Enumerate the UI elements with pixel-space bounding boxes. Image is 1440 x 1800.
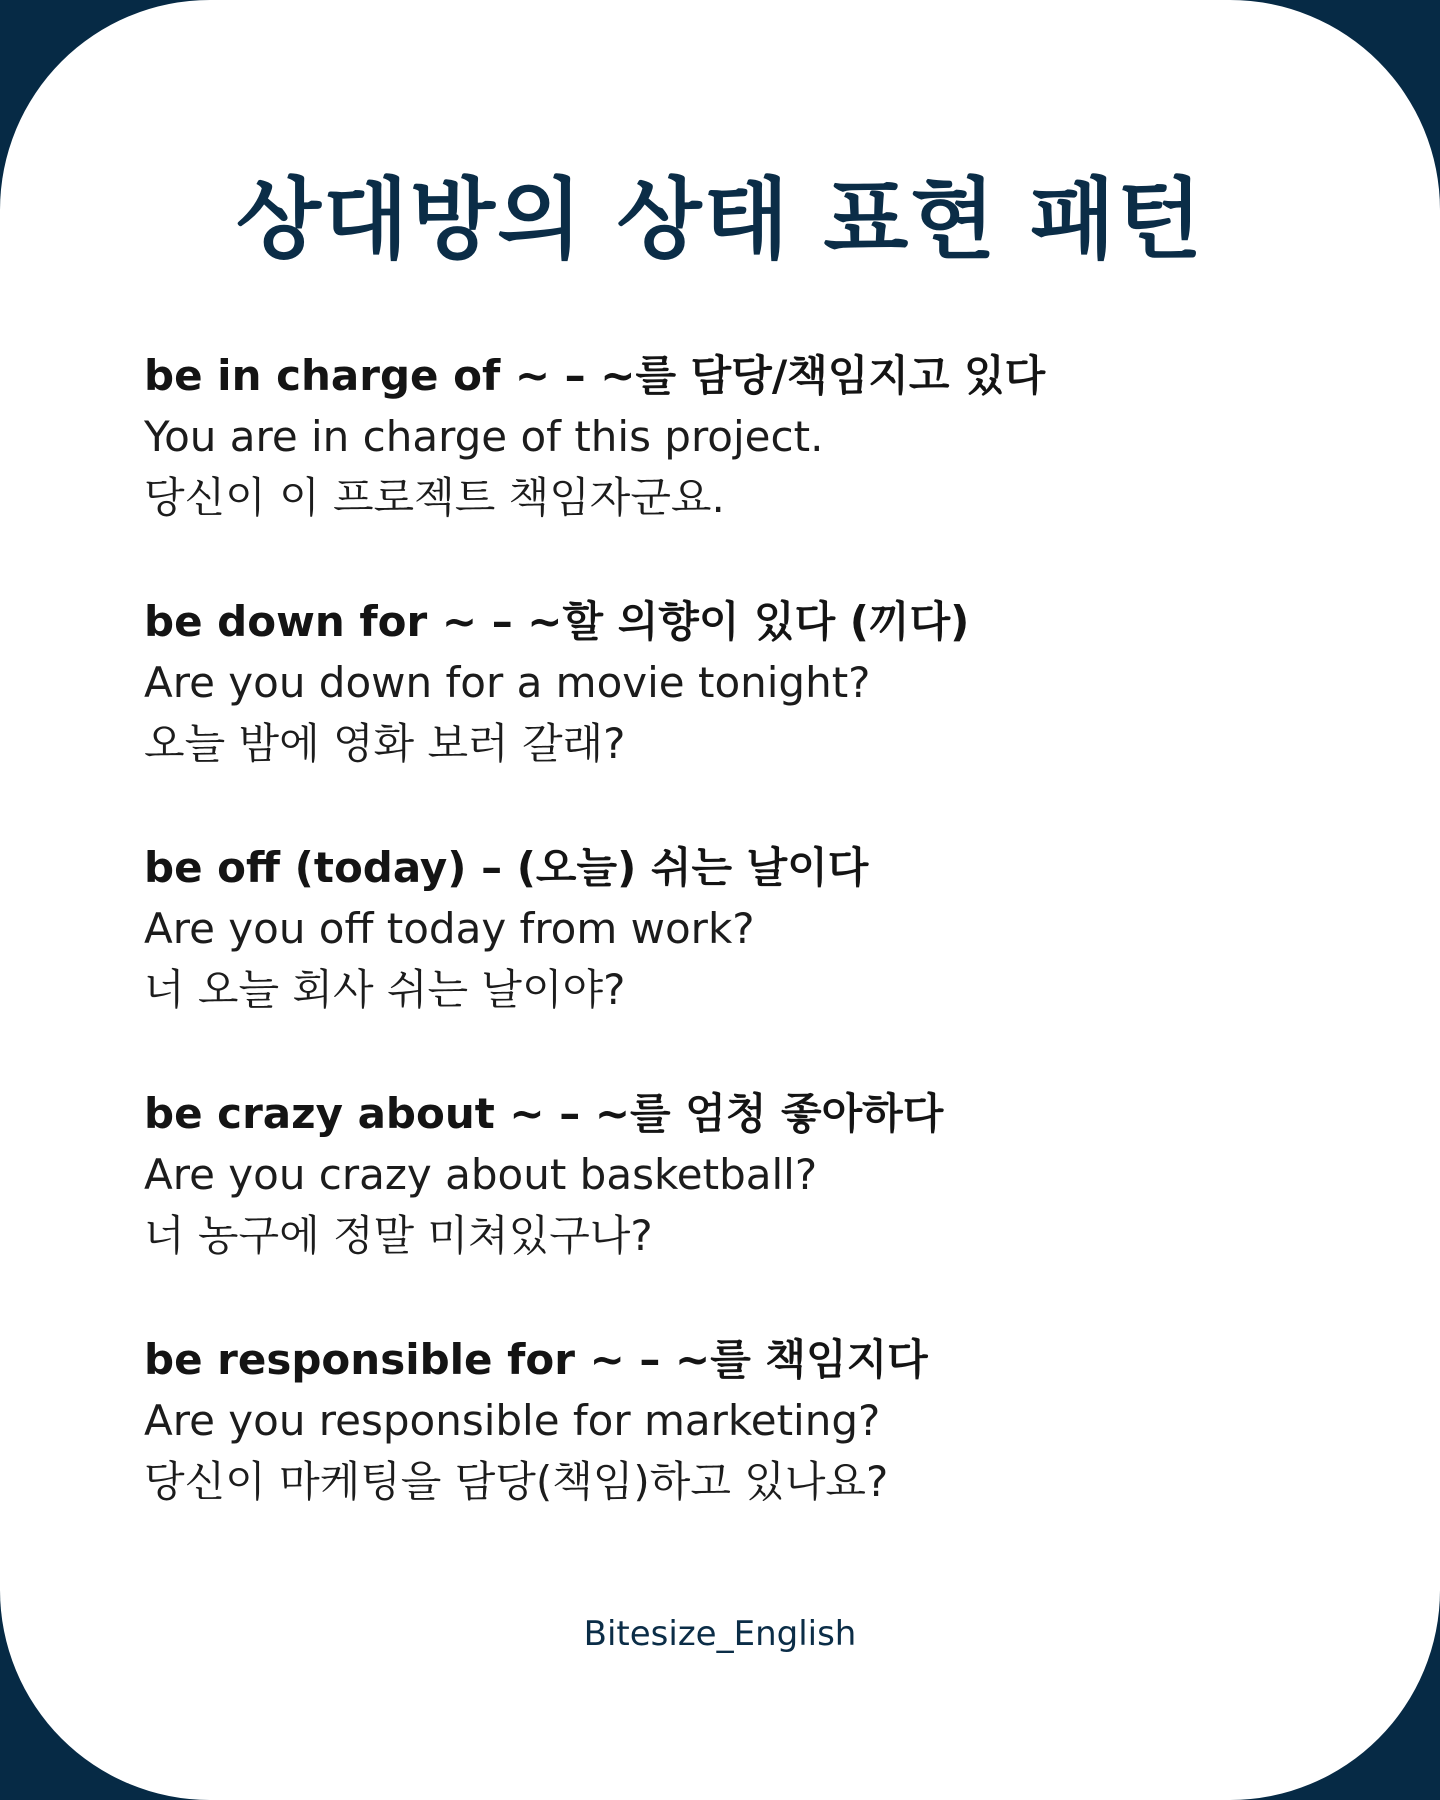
example-sentence: You are in charge of this project. [144, 412, 824, 461]
pattern-entry [144, 1084, 1324, 1330]
pattern-phrase: be crazy about ~ – ~를 엄청 좋아하다 [144, 1089, 944, 1138]
pattern-entry [144, 838, 1324, 1084]
example-sentence: Are you crazy about basketball? [144, 1150, 818, 1199]
page-title: 상대방의 상태 표현 패턴 [236, 168, 1204, 271]
example-sentence: Are you down for a movie tonight? [144, 658, 871, 707]
pattern-entry [144, 346, 1324, 592]
pattern-phrase: be down for ~ – ~할 의향이 있다 (끼다) [144, 597, 970, 646]
korean-translation: 너 농구에 정말 미쳐있구나? [144, 1211, 653, 1260]
pattern-phrase: be responsible for ~ – ~를 책임지다 [144, 1335, 928, 1384]
korean-translation: 당신이 이 프로젝트 책임자군요. [144, 473, 725, 522]
pattern-list [144, 346, 1324, 1576]
korean-translation: 오늘 밤에 영화 보러 갈래? [144, 719, 626, 768]
pattern-phrase: be off (today) – (오늘) 쉬는 날이다 [144, 843, 869, 892]
pattern-entry [144, 592, 1324, 838]
pattern-phrase: be in charge of ~ – ~를 담당/책임지고 있다 [144, 351, 1046, 400]
pattern-entry [144, 1330, 1324, 1576]
example-sentence: Are you off today from work? [144, 904, 755, 953]
author-credit: Bitesize_English [583, 1614, 857, 1654]
korean-translation: 너 오늘 회사 쉬는 날이야? [144, 965, 626, 1014]
korean-translation: 당신이 마케팅을 담당(책임)하고 있나요? [144, 1457, 889, 1506]
example-sentence: Are you responsible for marketing? [144, 1396, 881, 1445]
